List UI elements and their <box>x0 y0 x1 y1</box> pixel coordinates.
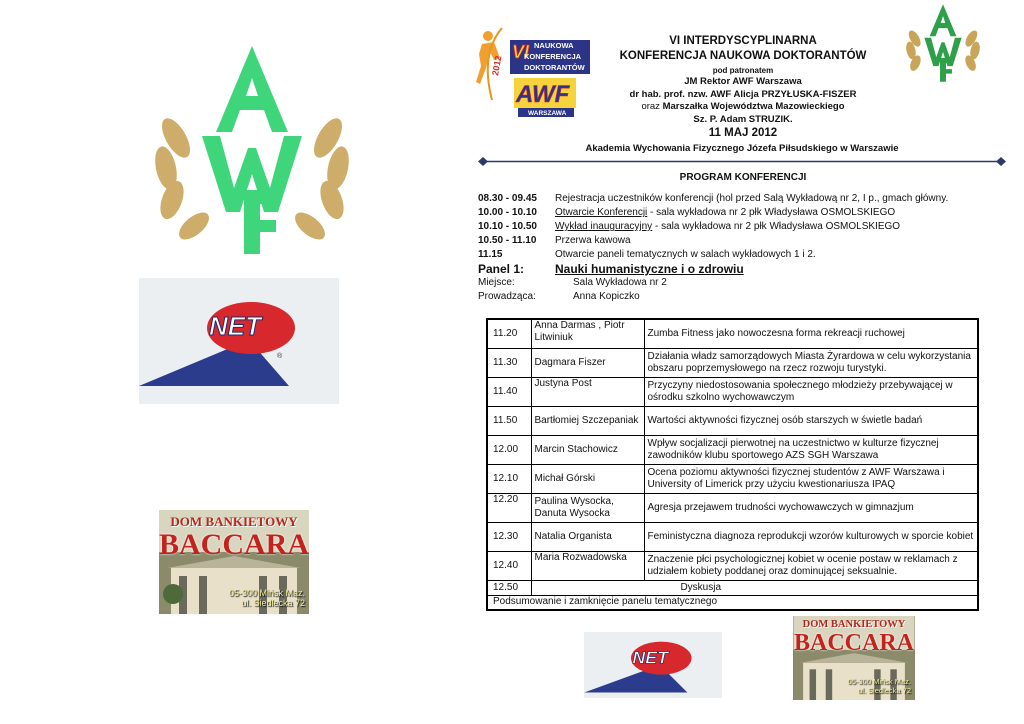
schedule-text: Przerwa kawowa <box>555 235 631 246</box>
talk-title: Przyczyny niedostosowania społecznego młodzieży przebywającej w ośrodku szkolno wychowawczym <box>644 377 978 406</box>
table-row <box>487 348 978 377</box>
panel-title: Nauki humanistyczne i o zdrowiu <box>555 262 744 276</box>
schedule-rest: - sala wykładowa nr 2 płk Władysława OSMOLSKIEGO <box>652 221 901 232</box>
talk-title: Zumba Fitness jako nowoczesna forma rekreacji ruchowej <box>644 319 978 348</box>
header-marshal-prefix: oraz <box>641 101 660 112</box>
netex-logo-small <box>584 632 722 698</box>
header-divider <box>478 157 1006 166</box>
closing-time: 12.50 <box>487 580 531 595</box>
program-title: PROGRAM KONFERENCJI <box>679 172 807 183</box>
schedule-rest: - sala wykładowa nr 2 płk Władysława OSMOLSKIEGO <box>647 207 896 218</box>
header-marshal <box>600 101 886 112</box>
schedule-time: 10.50 - 11.10 <box>478 235 537 246</box>
header-rector: JM Rektor AWF Warszawa <box>684 76 802 87</box>
svg-text:DOKTORANTÓW: DOKTORANTÓW <box>524 63 585 72</box>
talk-time: 12.00 <box>487 435 531 464</box>
schedule-text: Otwarcie paneli tematycznych w salach wykładowych 1 i 2. <box>555 249 816 260</box>
talk-speaker: Marcin Stachowicz <box>531 435 644 464</box>
netex-mark-icon <box>139 278 339 404</box>
talk-time: 11.30 <box>487 348 531 377</box>
place-label: Miejsce: <box>478 277 515 288</box>
talk-speaker: Anna Darmas , Piotr Litwiniuk <box>531 319 644 348</box>
header-line2: KONFERENCJA NAUKOWA DOKTORANTÓW <box>619 50 867 62</box>
talk-time: 12.40 <box>487 551 531 580</box>
talk-speaker: Natalia Organista <box>531 522 644 551</box>
baccara-logo-small <box>793 616 915 700</box>
svg-text:KONFERENCJA: KONFERENCJA <box>524 52 582 61</box>
place-value: Sala Wykładowa nr 2 <box>573 277 667 288</box>
awf-emblem-large <box>138 40 366 260</box>
netex-mark-small-icon <box>584 632 722 698</box>
netex-logo <box>139 278 339 404</box>
svg-text:NET: NET <box>632 647 669 668</box>
baccara-logo <box>159 510 309 614</box>
header-date: 11 MAJ 2012 <box>708 127 778 139</box>
talk-speaker: Maria Rozwadowska <box>531 551 644 580</box>
table-row-summary <box>487 595 978 610</box>
baccara-small-title: DOM BANKIETOWY <box>802 619 906 630</box>
baccara-small-address-line1: 05-300 Mińsk Maz. <box>847 677 911 686</box>
table-row <box>487 319 978 348</box>
schedule-time: 11.15 <box>478 249 503 260</box>
conference-logo-year: 2012 <box>490 54 504 77</box>
table-row-discussion <box>487 580 978 595</box>
table-row <box>487 551 978 580</box>
talk-title: Feministyczna diagnoza reprodukcji wzorów kulturowych w sporcie kobiet <box>644 522 978 551</box>
talk-title: Ocena poziomu aktywności fizycznej studentów z AWF Warszawa i University of Limerick przy użyciu kwestionariusza IPAQ <box>644 464 978 493</box>
table-row <box>487 464 978 493</box>
svg-text:NAUKOWA: NAUKOWA <box>534 41 574 50</box>
schedule-time: 10.10 - 10.50 <box>478 221 537 232</box>
schedule-link-lecture[interactable]: Wykład inauguracyjny <box>555 221 653 232</box>
talk-title: Znaczenie płci psychologicznej kobiet w ocenie postaw w reklamach z udziałem kobiety poddanej oraz dominującej seksualnie. <box>644 551 978 580</box>
header-marshal-name: Sz. P. Adam STRUZIK. <box>693 114 793 125</box>
talk-time: 11.50 <box>487 406 531 435</box>
emblem-letter-a <box>216 46 288 132</box>
baccara-small-address-line2: ul. Siedlecka 72 <box>858 685 911 695</box>
talk-speaker: Dagmara Fiszer <box>531 348 644 377</box>
baccara-address <box>229 588 305 609</box>
schedule-link-opening[interactable]: Otwarcie Konferencji <box>555 207 648 218</box>
baccara-small-address <box>848 678 911 695</box>
talk-speaker: Michał Górski <box>531 464 644 493</box>
closing-label: Dyskusja <box>531 580 978 595</box>
talk-title: Agresja przejawem trudności wychowawczych w gimnazjum <box>644 493 978 522</box>
schedule-text <box>555 207 895 219</box>
chair-label: Prowadząca: <box>478 291 536 302</box>
panel-label: Panel 1: <box>478 262 525 276</box>
schedule-time: 10.00 - 10.10 <box>478 207 537 218</box>
header-marshal-title: Marszałka Województwa Mazowieckiego <box>662 101 845 112</box>
table-row <box>487 493 978 522</box>
baccara-small-name: BACCARA <box>794 630 914 656</box>
svg-text:EX: EX <box>267 314 290 333</box>
table-row <box>487 377 978 406</box>
talk-speaker: Paulina Wysocka, Danuta Wysocka <box>531 493 644 522</box>
talk-time: 12.30 <box>487 522 531 551</box>
talk-time: 12.10 <box>487 464 531 493</box>
svg-text:VI: VI <box>512 42 530 62</box>
svg-text:AWF: AWF <box>516 81 570 108</box>
table-row <box>487 435 978 464</box>
awf-emblem-small <box>898 2 988 84</box>
talk-title: Działania władz samorządowych Miasta Żyrardowa w celu wykorzystania obszaru poprzemysłowego na rzecz rozwoju turystyki. <box>644 348 978 377</box>
closing-summary: Podsumowanie i zamknięcie panelu tematycznego <box>487 595 978 610</box>
svg-text:NET: NET <box>209 311 261 341</box>
baccara-address-line2: ul. Siedlecka 72 <box>241 598 305 609</box>
talk-title: Wpływ socjalizacji pierwotnej na uczestnictwo w kulturze fizycznej zawodników klubu sportowego AZS SGH Warszawa <box>644 435 978 464</box>
header-academy: Akademia Wychowania Fizycznego Józefa Piłsudskiego w Warszawie <box>585 143 899 154</box>
schedule-text <box>555 221 900 233</box>
svg-text:WARSZAWA: WARSZAWA <box>528 110 567 117</box>
table-row <box>487 522 978 551</box>
schedule-text: Rejestracja uczestników konferencji (hol przed Salą Wykładową nr 2, I p., gmach główny. <box>555 193 949 204</box>
baccara-address-line1: 05-300 Mińsk Maz. <box>228 588 305 598</box>
svg-text:EX: EX <box>672 649 688 663</box>
baccara-name: BACCARA <box>159 528 309 561</box>
header-rector-name: dr hab. prof. nzw. AWF Alicja PRZYŁUSKA-FISZER <box>629 89 857 100</box>
chair-value: Anna Kopiczko <box>573 291 640 302</box>
header-patronage: pod patronatem <box>712 66 774 75</box>
baccara-title: DOM BANKIETOWY <box>170 514 298 529</box>
talk-time: 11.20 <box>487 319 531 348</box>
header-line1: VI INTERDYSCYPLINARNA <box>669 35 817 47</box>
svg-text:®: ® <box>277 353 283 360</box>
talks-table <box>486 318 979 611</box>
table-row <box>487 406 978 435</box>
talk-speaker: Justyna Post <box>531 377 644 406</box>
emblem-letter-f <box>244 190 280 254</box>
talk-time: 11.40 <box>487 377 531 406</box>
talk-title: Wartości aktywności fizycznej osób starszych w świetle badań <box>644 406 978 435</box>
conference-logo <box>472 24 590 120</box>
schedule-time: 08.30 - 09.45 <box>478 193 537 204</box>
talk-time: 12.20 <box>487 493 531 522</box>
talk-speaker: Bartłomiej Szczepaniak <box>531 406 644 435</box>
